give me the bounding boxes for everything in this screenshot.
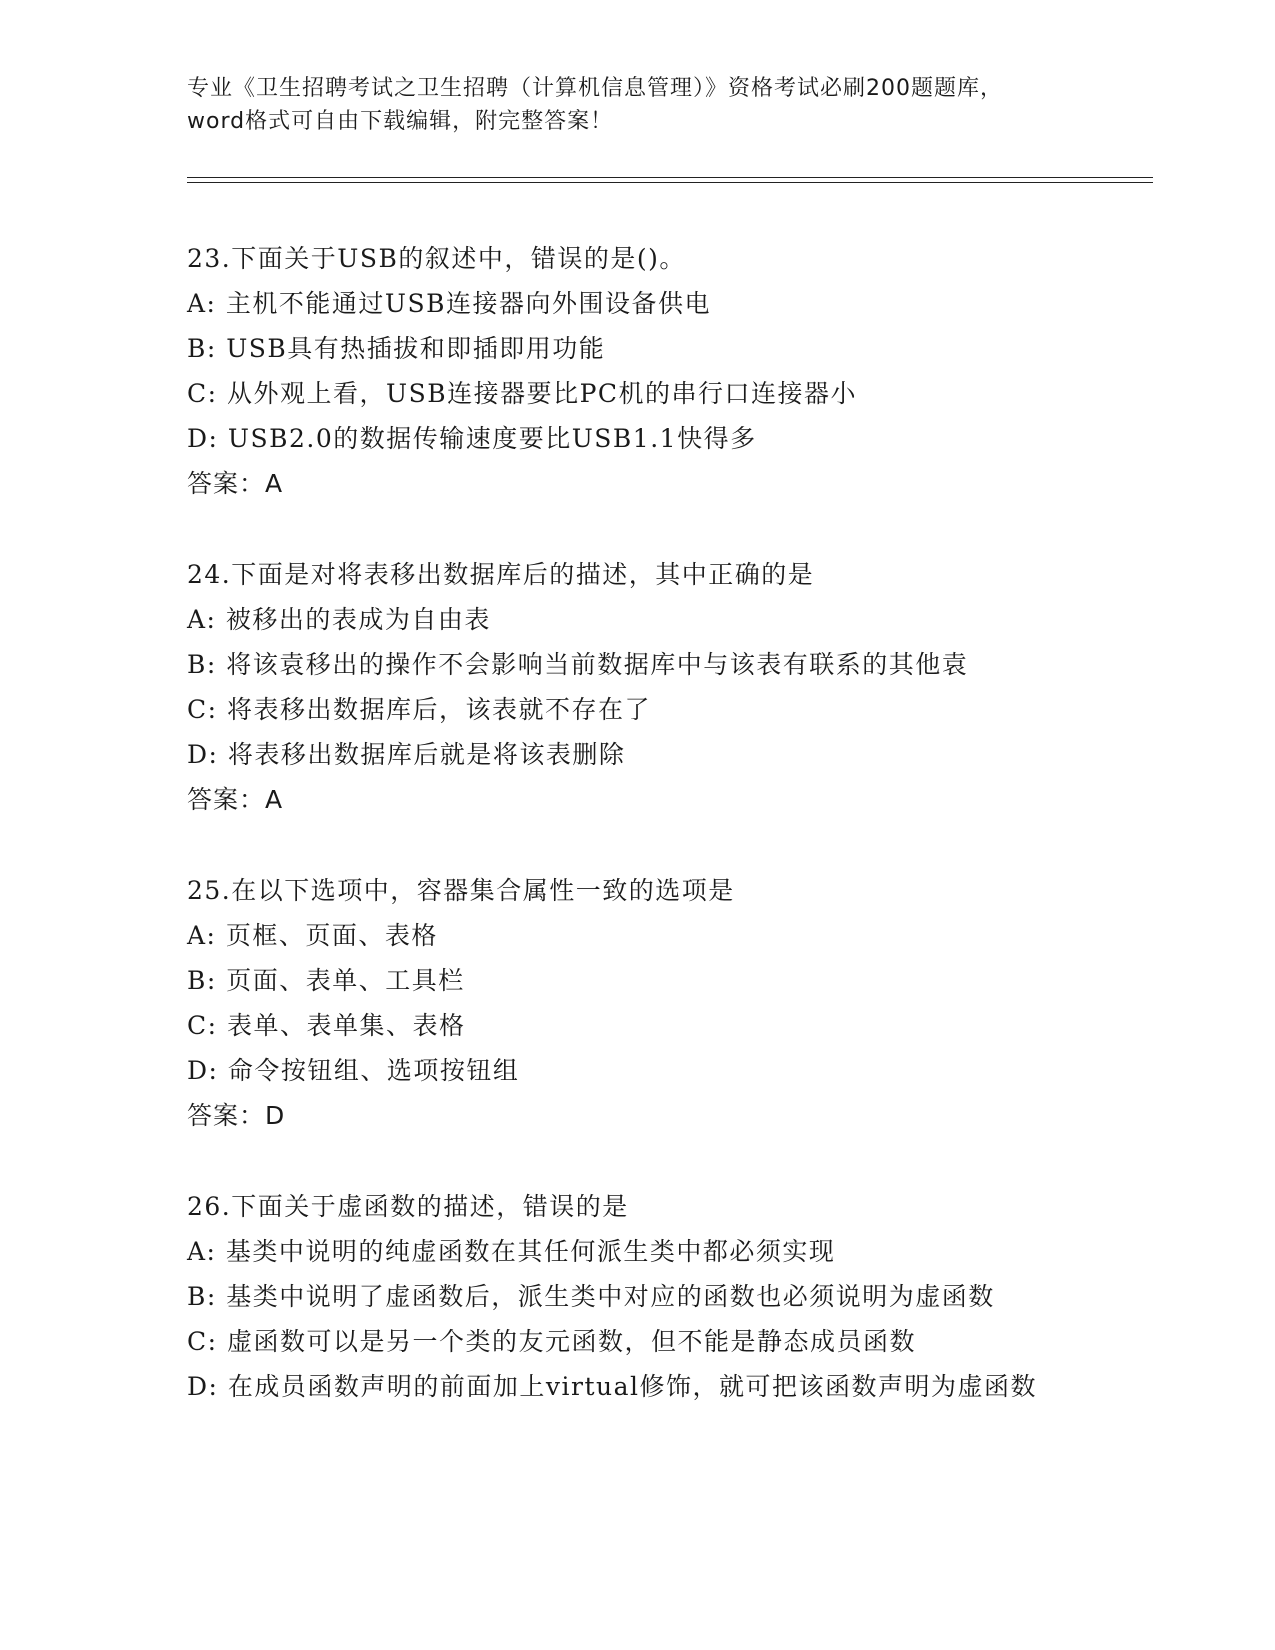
option-b: B: USB具有热插拔和即插即用功能 [187,334,606,363]
option-d: D: 命令按钮组、选项按钮组 [187,1056,520,1085]
answer-line: 答案：D [187,1101,286,1130]
header-title-line-2: word格式可自由下载编辑，附完整答案！ [187,109,614,134]
question-list [187,236,1087,1455]
option-c: C: 从外观上看，USB连接器要比PC机的串行口连接器小 [187,379,858,408]
question-stem: 23.下面关于USB的叙述中，错误的是()。 [187,244,686,273]
option-a: A: 基类中说明的纯虚函数在其任何派生类中都必须实现 [187,1237,836,1266]
question-stem: 24.下面是对将表移出数据库后的描述，其中正确的是 [187,560,815,589]
question-23 [187,236,1087,506]
option-c: C: 将表移出数据库后，该表就不存在了 [187,695,651,724]
question-25 [187,868,1087,1138]
option-b: B: 基类中说明了虚函数后，派生类中对应的函数也必须说明为虚函数 [187,1282,995,1311]
option-c: C: 虚函数可以是另一个类的友元函数，但不能是静态成员函数 [187,1327,917,1356]
option-c: C: 表单、表单集、表格 [187,1011,466,1040]
option-d: D: 将表移出数据库后就是将该表删除 [187,740,626,769]
header-divider-top [187,177,1153,178]
answer-line: 答案：A [187,469,284,498]
document-header [187,72,1087,138]
option-a: A: 页框、页面、表格 [187,921,438,950]
question-24 [187,552,1087,822]
option-d: D: 在成员函数声明的前面加上virtual修饰，就可把该函数声明为虚函数 [187,1372,1038,1401]
option-b: B: 页面、表单、工具栏 [187,966,465,995]
option-a: A: 主机不能通过USB连接器向外围设备供电 [187,289,711,318]
header-title-line-1: 专业《卫生招聘考试之卫生招聘（计算机信息管理）》资格考试必刷200题题库， [187,76,1003,101]
option-d: D: USB2.0的数据传输速度要比USB1.1快得多 [187,424,757,453]
question-stem: 25.在以下选项中，容器集合属性一致的选项是 [187,876,735,905]
answer-line: 答案：A [187,785,284,814]
option-b: B: 将该袁移出的操作不会影响当前数据库中与该表有联系的其他袁 [187,650,969,679]
question-stem: 26.下面关于虚函数的描述，错误的是 [187,1192,629,1221]
question-26 [187,1184,1087,1409]
option-a: A: 被移出的表成为自由表 [187,605,491,634]
header-divider-bottom [187,182,1153,183]
